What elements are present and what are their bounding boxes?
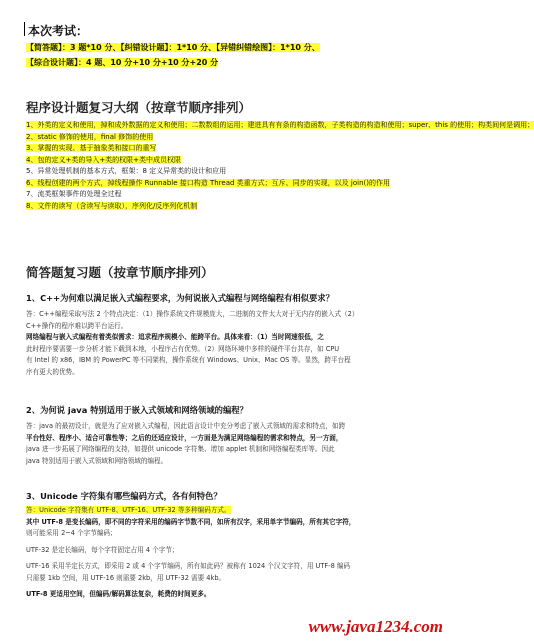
answer-line: C++操作的程序难以跨平台运行。 — [26, 321, 128, 330]
answer-line: 序有更大的优势。 — [26, 367, 79, 376]
outline-item: 1、外类的定义和使用，掉和成外数据的定义和使用；二数数组的运用；建进具有有条的构造函数，子类构造的构造和使用；super、this 的使用；构类间何是调用； — [26, 121, 534, 129]
answer-line: java 进一步拓展了网络编程的支持，如提供 unicode 字符集、增加 applet 机制和网络编程类库等。因此 — [26, 445, 335, 453]
answer-line: 答：Unicode 字符集有 UTF-8、UTF-16、UTF-32 等多种编码方式。 — [26, 506, 231, 514]
text-cursor — [24, 22, 25, 36]
answer-line: UTF-32 是定长编码，每个字符固定占用 4 个字节； — [26, 545, 179, 554]
outline-item: 8、文件的读写（含读写与读取），序列化/反序列化机制 — [26, 201, 198, 210]
outline-item: 5、异常处理机制的基本方式，框架：8 定义异常类的设计和应用 — [26, 167, 227, 175]
answer-line: 只需要 1kb 空间，用 UTF-16 则需要 2kb，用 UTF-32 需要 4kb。 — [26, 573, 226, 582]
answer-line: 答：java 的最初设计，就是为了应对嵌入式编程，因此语言设计中充分考虑了嵌入式领域的需求和特点，如跨 — [26, 422, 346, 430]
exam-title: 本次考试： — [28, 24, 89, 38]
question-1-title: 1、C++为何难以满足嵌入式编程要求，为何说嵌入式编程与网络编程有相似要求？ — [26, 293, 334, 303]
exam-line-1: 【简答题】：3 题*10 分、【纠错设计题】：1*10 分、【异错纠错绘图】：1*10 分、 — [26, 43, 320, 52]
question-3-title: 3、Unicode 字符集有哪些编码方式，各有何特色？ — [26, 491, 222, 501]
outline-list — [26, 120, 534, 212]
qa-heading: 简答题复习题（按章节顺序排列） — [26, 265, 214, 280]
outline-item: 4、包的定义+类的导入+类的权限+类中成员权限 — [26, 155, 182, 164]
outline-item: 7、流类框架事件的处理全过程 — [26, 190, 122, 198]
exam-line-2: 【综合设计题】：4 题、10 分+10 分+10 分+20 分 — [26, 58, 219, 67]
watermark: www.java1234.com — [308, 617, 443, 636]
answer-line: java 特别适用于嵌入式领域和网络领域的编程。 — [26, 456, 168, 465]
answer-line: 有 Intel 的 x86，IBM 的 PowerPC 等不同架构，操作系统有 Windows、Unix、Mac OS 等。显然，跨平台程 — [26, 356, 351, 364]
answer-line: 其中 UTF-8 是变长编码，即不同的字符采用的编码字节数不同，如所有汉字，采用单字节编码，所有其它字符， — [26, 517, 356, 526]
answer-line: 则可能采用 2~4 个字节编码； — [26, 529, 117, 537]
answer-line: UTF-8 更适用空间，但编码/解码算法复杂，耗费的时间更多。 — [26, 590, 211, 598]
answer-line: 此时程序要需要一步分析才能下载到本地，小程序占有优势。（2）网络环境中多样的硬件平台共存，如 CPU — [26, 344, 340, 353]
outline-heading: 程序设计题复习大纲（按章节顺序排列） — [26, 100, 252, 115]
answer-line: 网络编程与嵌入式编程有着类似需求：追求程序规模小、能跨平台。具体来看：（1）当时网速很低，之 — [26, 333, 325, 341]
outline-item: 3、掌握的实现、基于抽象类和接口的重写 — [26, 144, 157, 152]
answer-line: 答：C++编程采取写法 2 个特点决定：（1）操作系统文件规模庞大，二进制的文件太大对于无内存的嵌入式（2） — [26, 310, 359, 318]
question-3-answer — [26, 505, 436, 601]
question-2-title: 2、为何说 java 特别适用于嵌入式领域和网络领域的编程？ — [26, 405, 248, 415]
question-2-answer — [26, 421, 436, 467]
outline-item: 6、线程创建的两个方式，掉线程操作 Runnable 接口构造 Thread 类重方式；互斥、同步的实现，以及 join()的作用 — [26, 178, 390, 187]
answer-line: UTF-16 采用半定长方式，即采用 2 或 4 个字节编码，所有如此码？被称有 1024 个汉文字符，用 UTF-8 编码 — [26, 562, 351, 570]
outline-item: 2、static 修饰的使用，final 修饰的使用 — [26, 132, 154, 141]
answer-line: 平台性好、程序小、适合可靠性等；之后的还适应设计，一方面是为满足网络编程的需求和特点，另一方面， — [26, 433, 343, 442]
question-1-answer — [26, 309, 436, 378]
